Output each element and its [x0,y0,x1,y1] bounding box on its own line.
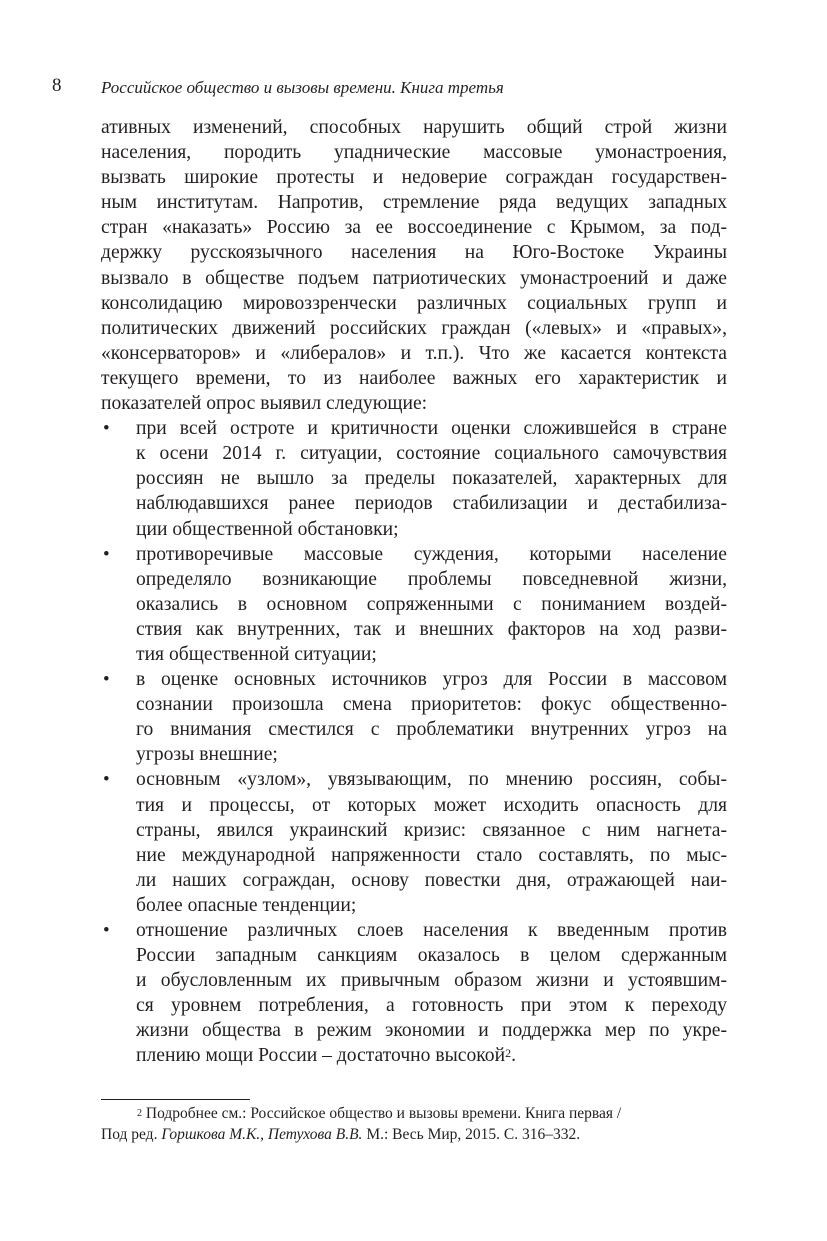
text-line [136,1043,727,1068]
text-line: и обусловленным их привычным образом жизни и устоявшим- [136,970,727,992]
footnote-line [101,1103,727,1124]
text-line: наблюдавшихся ранее периодов стабилизации и дестабилиза- [136,493,727,515]
text-line: «консерваторов» и «либералов» и т.п.). Что же касается контекста [101,342,727,364]
text-line: угрозы внешние; [136,744,278,766]
bullet-item [101,918,727,1069]
text-line: тия общественной ситуации; [136,643,377,665]
bullet-marker: • [103,669,110,691]
text-line: отношение различных слоев населения к введенным против [136,920,727,941]
text-line: ным институтам. Напротив, стремление ряда ведущих западных [101,192,727,214]
end-punctuation: . [511,1045,516,1067]
text-line: населения, породить упаднические массовые умонастроения, [101,142,727,164]
main-text [101,115,727,1069]
text-line: ся уровнем потребления, а готовность при этом к переходу [136,995,727,1017]
bullet-item [101,767,727,918]
text-line: ции общественной обстановки; [136,518,399,540]
text-line: оказались в основном сопряженными с пониманием воздей- [136,593,727,615]
footnote-editors: Горшкова М.К., Петухова В.В. [161,1126,363,1143]
text-line: вызвало в обществе подъем патриотических умонастроений и даже [101,267,727,289]
footnote-mark: 2 [137,1108,142,1119]
text-line: жизни общества в режим экономии и поддержка мер по укре- [136,1020,727,1042]
footnote [101,1103,727,1145]
bullet-marker: • [103,543,110,565]
footnote-text: Подробнее см.: Российское общество и вызовы времени. Книга первая / [145,1105,622,1122]
text-line: сознании произошла смена приоритетов: фокус общественно- [136,694,727,716]
footnote-prefix: Под ред. [101,1126,162,1143]
footnote-line [101,1124,727,1145]
text-line: при всей остроте и критичности оценки сложившейся в стране [136,418,727,440]
text-line: консолидацию мировоззренчески различных социальных групп и [101,292,727,314]
text-line: противоречивые массовые суждения, которыми население [136,543,727,565]
text-line: страны, явился украинский кризис: связанное с ним нагнета- [136,819,727,841]
text-line: россиян не вышло за пределы показателей, характерных для [136,468,727,490]
bullet-item [101,667,727,767]
text-line: политических движений российских граждан («левых» и «правых», [101,317,727,339]
footnote-divider [101,1099,250,1100]
text-line: в оценке основных источников угроз для России в массовом [136,669,727,691]
text-line-content: плению мощи России – достаточно высокой [136,1045,506,1067]
text-line: тия и процессы, от которых может исходить опасность для [136,794,727,816]
bullet-marker: • [103,769,110,791]
text-line: вызвать широкие протесты и недоверие сограждан государствен- [101,167,727,189]
footnote-source: М.: Весь Мир, 2015. С. 316–332. [362,1126,581,1143]
text-line: ствия как внутренних, так и внешних факторов на ход разви- [136,618,727,640]
page-number: 8 [52,75,62,96]
text-line: стран «наказать» Россию за ее воссоединение с Крымом, за под- [101,217,727,239]
text-line: России западным санкциям оказалось в целом сдержанным [136,945,727,967]
footnote-reference[interactable]: 2 [505,1046,512,1061]
intro-paragraph [101,115,727,416]
text-line: к осени 2014 г. ситуации, состояние социального самочувствия [136,443,727,465]
bullet-marker: • [103,920,110,941]
bullet-item [101,416,727,541]
text-line: основным «узлом», увязывающим, по мнению россиян, собы- [136,769,727,791]
text-line: держку русскоязычного населения на Юго-Востоке Украины [101,242,727,264]
text-line: ние международной напряженности стало составлять, по мыс- [136,844,727,866]
text-line: текущего времени, то из наиболее важных его характеристик и [101,367,727,389]
text-line: показателей опрос выявил следующие: [101,393,428,415]
running-title: Российское общество и вызовы времени. Книга третья [101,78,504,97]
text-line: го внимания сместился с проблематики внутренних угроз на [136,719,727,741]
bullet-marker: • [103,418,110,440]
text-line: ативных изменений, способных нарушить общий строй жизни [101,117,727,138]
bullet-item [101,542,727,667]
text-line: определяло возникающие проблемы повседневной жизни, [136,568,727,590]
text-line: более опасные тенденции; [136,894,357,916]
text-line: ли наших сограждан, основу повестки дня, отражающей наи- [136,869,727,891]
